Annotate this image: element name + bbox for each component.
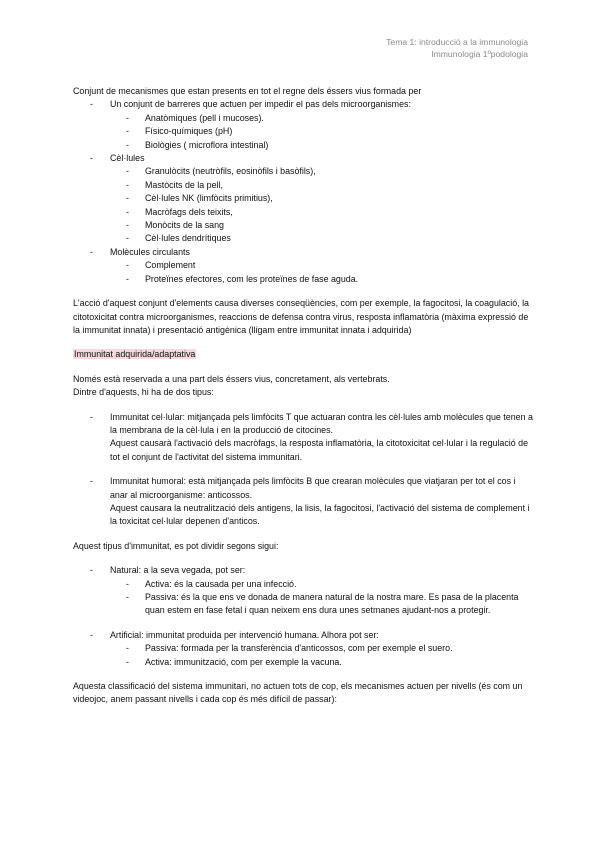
list-item (73, 629, 533, 669)
reserved-paragraph-2: Dintre d'aquests, hi ha de dos tipus: (73, 387, 214, 398)
immunity-types-list-2 (73, 475, 533, 529)
intro-paragraph: Conjunt de mecanismes que estan presents en tot el regne dels éssers vius formada per (73, 86, 422, 96)
action-paragraph: L'acció d'aquest conjunt d'elements causa diverses conseqüències, com per exemple, la fagocitosi, la coagulació, la citotoxicitat contra microorganismes, reaccions de defensa contra virus, resposta inflamatòria (màxima expressió de la immunitat innata) i presentació antigènica (lligam entre immunitat innata i adquirida) (73, 298, 529, 335)
list-item-label: Molècules circulants (110, 246, 190, 257)
list-item (73, 152, 533, 246)
header-topic: Tema 1: introducció a la immunologia (386, 37, 528, 47)
natural-list (73, 564, 533, 618)
list-item-text: - Immunitat cel·lular: mitjançada pels limfòcits T que actuaran contra les cèl·lules amb molècules que tenen a la membrana de la cèl·lula i en la producció de citocines. (110, 411, 533, 435)
immunity-types-list (73, 411, 533, 465)
sub-list (110, 642, 533, 669)
reserved-paragraph: Només està reservada a una part dels éssers vius, concretament, als vertebrats. (73, 373, 390, 384)
list-item (73, 564, 533, 618)
sub-list (110, 112, 533, 152)
sub-list-item: - Físico-químiques (pH) (73, 125, 533, 138)
list-item-label: Artificial: immunitat produida per intervenció humana. Alhora pot ser: (110, 629, 379, 640)
page-header (386, 36, 528, 60)
list-item (73, 98, 533, 152)
divide-paragraph: Aquest tipus d'immunitat, es pot dividir segons sigui: (73, 540, 279, 551)
header-course: Immunologia 1ºpodologia (431, 49, 528, 59)
sub-list-item: - Passiva: és la que ens ve donada de manera natural de la nostra mare. Es pasa de la placenta quan estem en fase fetal i quan neixem ens dura unes setmanes ajudant-nos a protegir. (73, 591, 533, 618)
list-item-extra: Aquest causarà l'activació dels macròfags, la resposta inflamatòria, la citotoxicitat cel·lular i la regulació de tot el conjunt de l'activitat del sistema immunitari. (110, 438, 529, 462)
sub-list-item: - Granulòcits (neutròfils, eosinòfils i basòfils), (73, 165, 533, 178)
sub-list-item: - Anatòmiques (pell i mucoses). (73, 112, 533, 125)
list-item-label: Natural: a la seva vegada, pot ser: (110, 565, 246, 576)
sub-list-item: - Cèl·lules NK (limfòcits primitius), (73, 192, 533, 205)
list-item-text: - Immunitat humoral: està mitjançada pels limfòcits B que crearan molècules que viatjaran per tot el cos i anar al microorganisme: anticossos. (110, 476, 516, 500)
sub-list-item: - Mastòcits de la pell, (73, 179, 533, 192)
sub-list-item: - Complement (73, 259, 533, 272)
sub-list (110, 578, 533, 618)
final-paragraph: Aquesta classificació del sistema immunitari, no actuen tots de cop, els mecanismes actuen per nivells (és com un videojoc, anem passant nivells i cada cop és més difícil de passar): (73, 681, 523, 705)
innate-components-list (73, 98, 533, 286)
sub-list-item: - Biològies ( microflora intestinal) (73, 139, 533, 152)
artificial-list (73, 629, 533, 669)
list-item-extra: Aquest causara la neutralització dels antigens, la lisis, la fagocitosi, l'activació del sistema de complement i la toxicitat cel·lular depenen d'anticos. (110, 502, 530, 527)
list-item (73, 475, 533, 529)
sub-list-item: - Monòcits de la sang (73, 219, 533, 232)
sub-list-item: - Activa: és la causada per una infecció. (73, 578, 533, 591)
list-item (73, 411, 533, 465)
sub-list-item: - Passiva: formada per la transferència d'anticossos, com per exemple el suero. (73, 642, 533, 655)
sub-list-item: - Cèl·lules dendrítiques (73, 232, 533, 245)
list-item (73, 246, 533, 286)
sub-list-item: - Macròfags dels teixits, (73, 206, 533, 219)
document-body (73, 85, 533, 707)
sub-list-item: - Proteïnes efectores, com les proteïnes de fase aguda. (73, 273, 533, 286)
list-item-label: Cèl·lules (110, 153, 145, 164)
sub-list-item: - Activa: immunització, com per exemple la vacuna. (73, 656, 533, 669)
section-heading: Immunitat adquirida/adaptativa (74, 349, 196, 360)
sub-list (110, 165, 533, 245)
sub-list (110, 259, 533, 286)
list-item-label: Un conjunt de barreres que actuen per impedir el pas dels microorganismes: (110, 99, 411, 110)
